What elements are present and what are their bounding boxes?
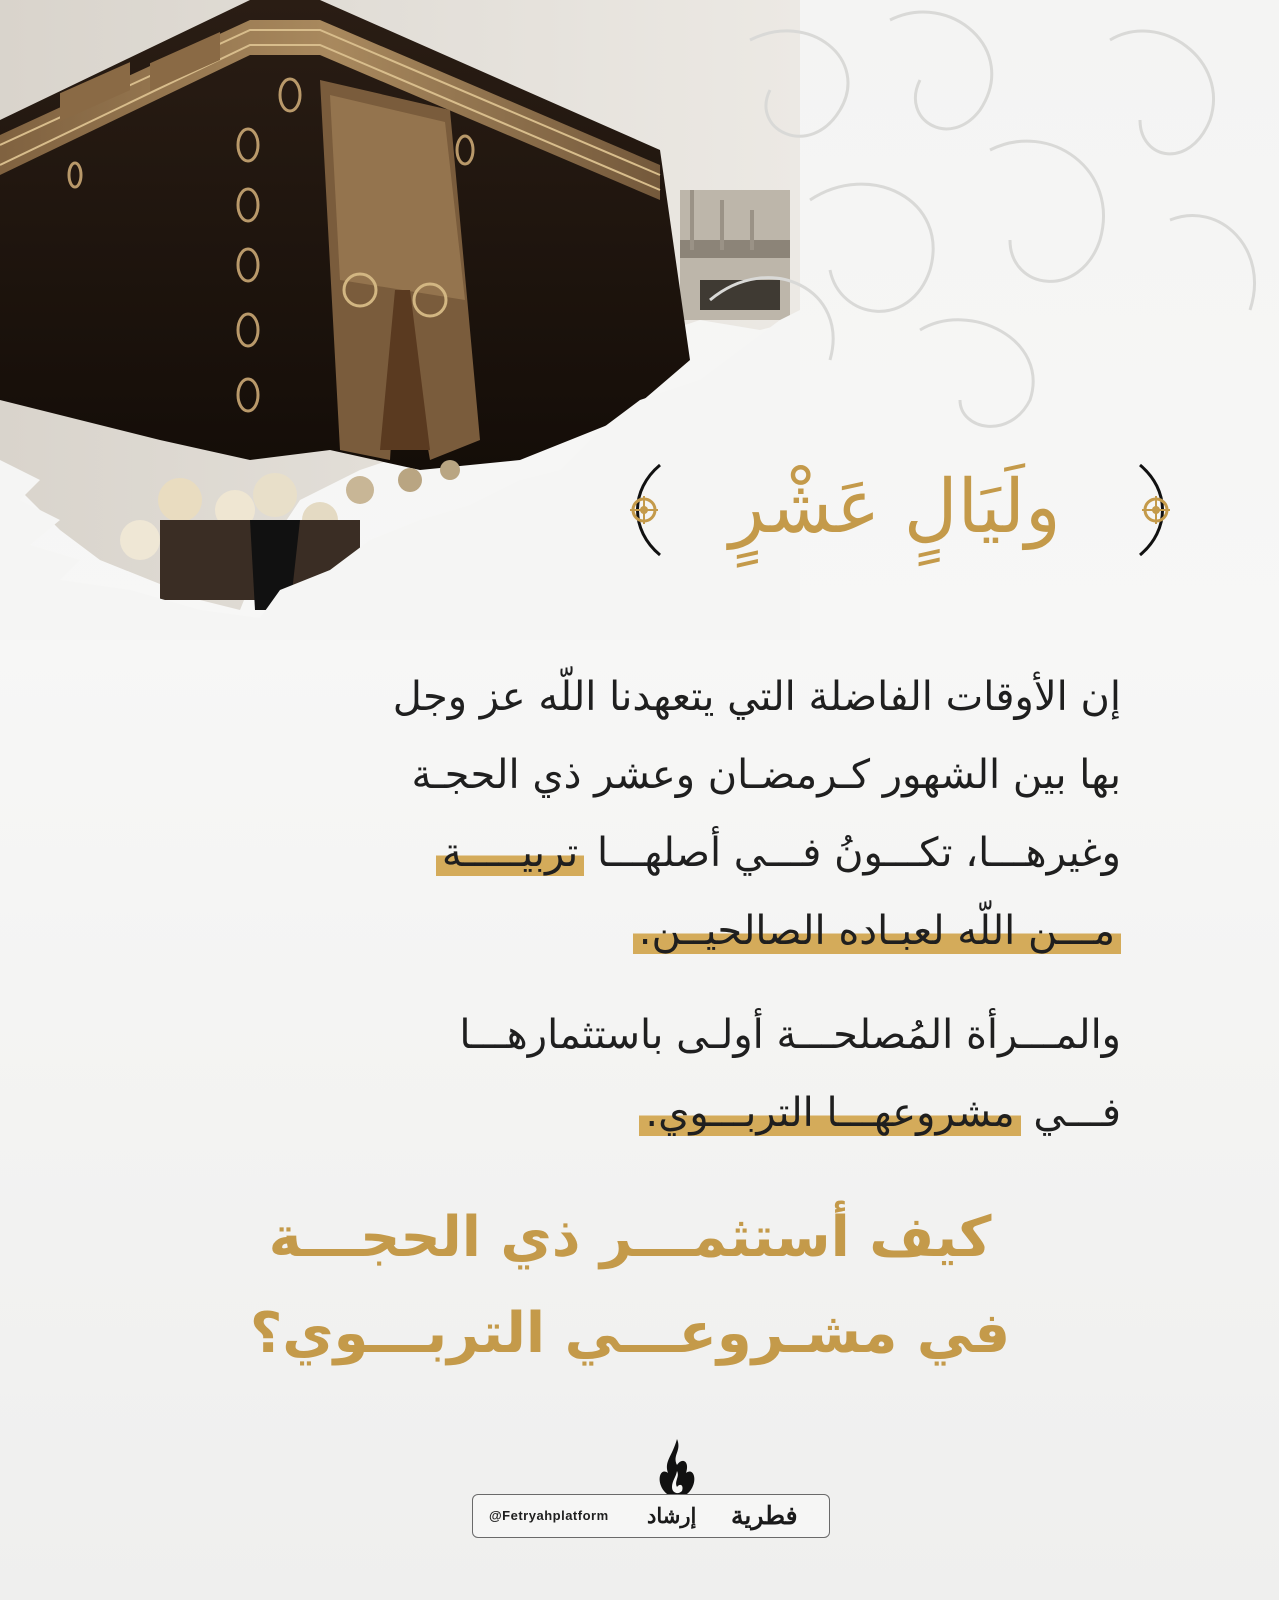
paragraph-1-line-3-text: وغيرهـــا، تكـــونُ فـــي أصلهـــا	[596, 830, 1121, 876]
heading-block	[620, 440, 1180, 580]
social-handle[interactable]: @Fetryahplatform	[489, 1508, 609, 1523]
brand-fetrya: فطرية	[731, 1501, 798, 1530]
ornament-left	[620, 460, 680, 560]
calligraphy-watermark	[690, 0, 1279, 460]
question-line-1: كيف أستثمـــر ذي الحجـــة	[268, 1205, 992, 1270]
highlight-tarbiya: تربيـــــة	[436, 830, 584, 876]
paragraph-2-line-2	[141, 1074, 1121, 1152]
question-line-2: في مشـروعـــي التربـــوي؟	[249, 1301, 1011, 1366]
heading-title: ولَيَالٍ عَشْرٍ	[729, 464, 1061, 550]
paragraph-1-line-3	[141, 814, 1121, 892]
highlight-mashrou: مشروعهـــا التربـــوي.	[639, 1090, 1020, 1136]
paragraph-1-line-4	[141, 892, 1121, 970]
paragraph-2-line-2-text: فـــي	[1033, 1090, 1121, 1136]
paragraph-2	[141, 996, 1121, 1152]
paragraph-2-line-1: والمـــرأة المُصلحـــة أولـى باستثمارهـــا	[459, 1012, 1121, 1058]
brand-irshad: إرشاد	[647, 1503, 697, 1528]
footer-bar	[472, 1494, 830, 1538]
paragraph-1	[141, 658, 1121, 970]
highlight-min-allah: مـــن اللّه لعبـاده الصالحيــن.	[633, 908, 1121, 954]
paragraph-1-line-2: بها بين الشهور كـرمضـان وعشر ذي الحجـة	[411, 752, 1121, 798]
paragraph-1-line-1: إن الأوقات الفاضلة التي يتعهدنا اللّه عز وجل	[392, 674, 1121, 720]
ornament-right	[1120, 460, 1180, 560]
question-block	[240, 1190, 1020, 1382]
